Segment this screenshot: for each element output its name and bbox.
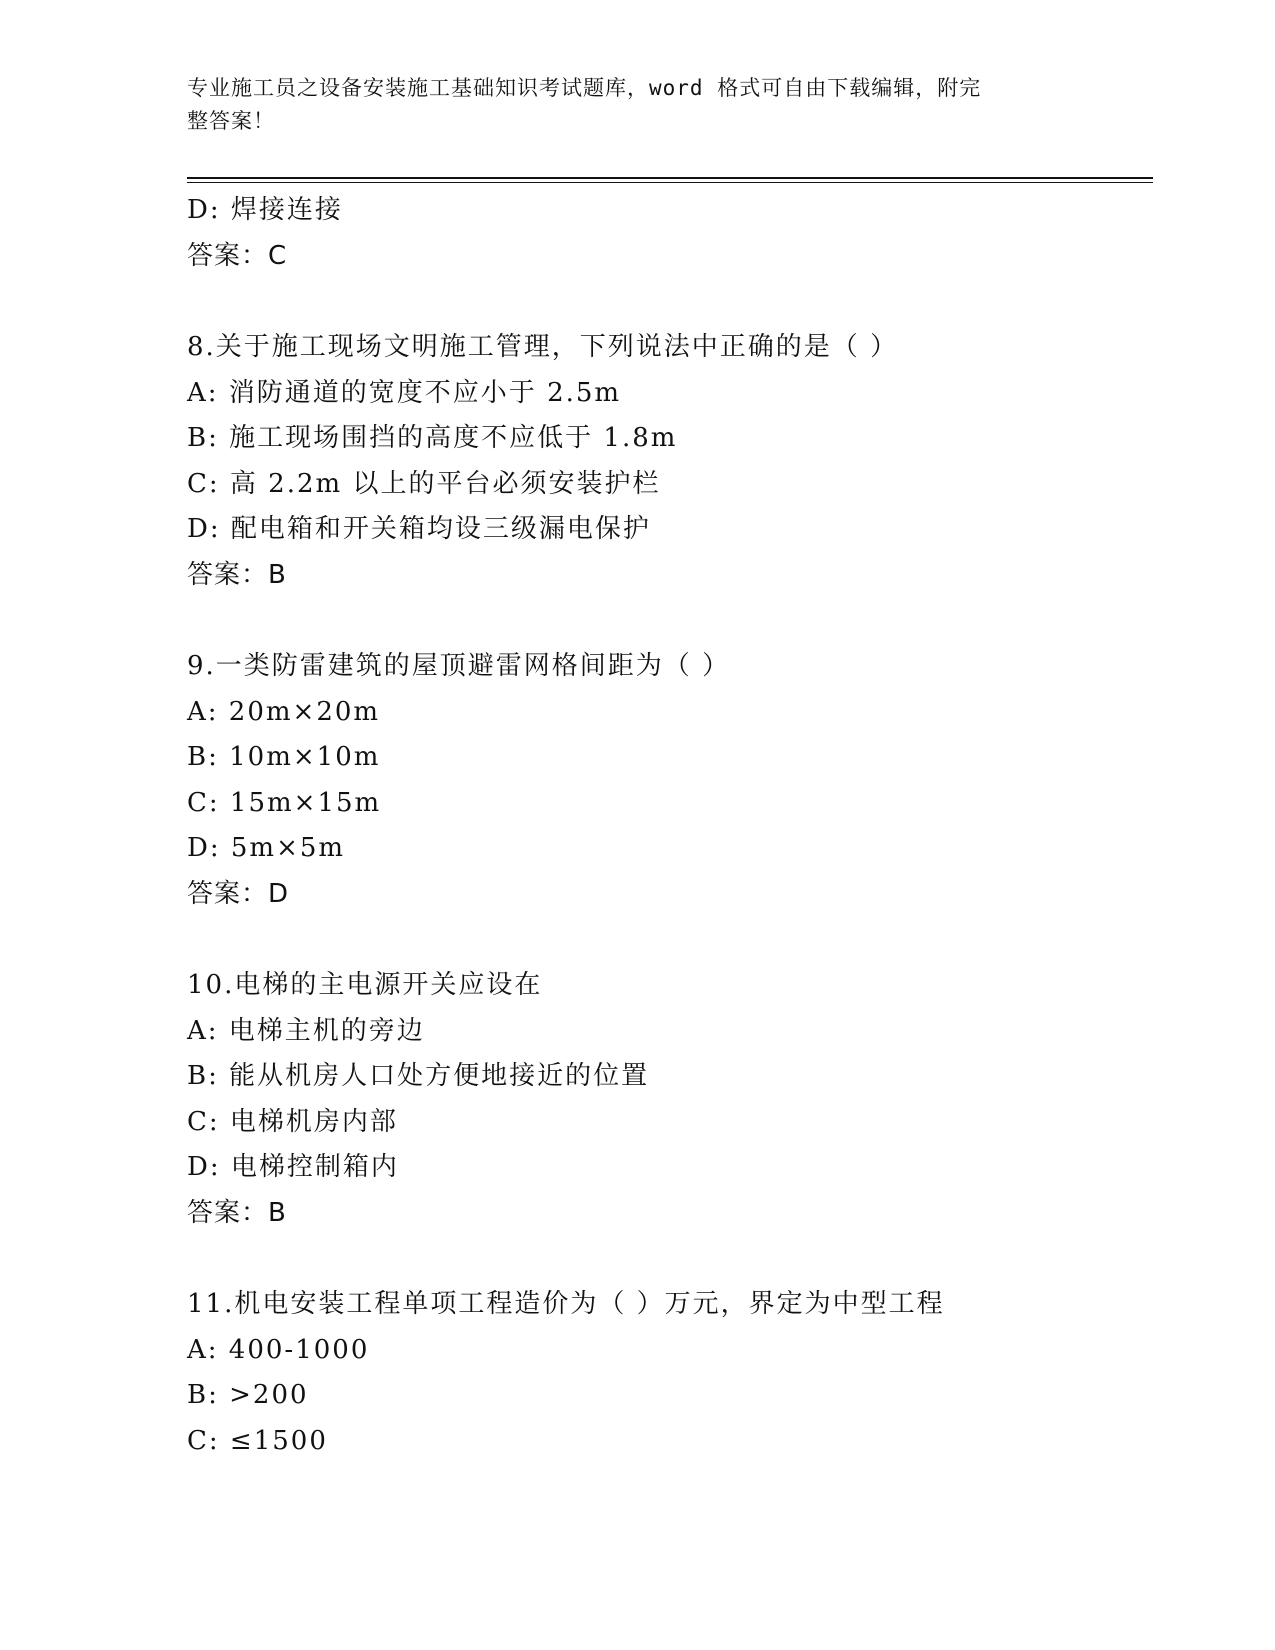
question-text: 11.机电安装工程单项工程造价为（ ）万元，界定为中型工程 — [187, 1289, 945, 1319]
question-9 — [187, 644, 1153, 917]
question-text: 10.电梯的主电源开关应设在 — [187, 970, 543, 1000]
question-text: 9.一类防雷建筑的屋顶避雷网格间距为（ ） — [187, 651, 731, 681]
option-c: C: ≤1500 — [187, 1425, 328, 1456]
header-line-2: 整答案！ — [187, 109, 275, 133]
option-b: B: 10m×10m — [187, 742, 381, 772]
option-d: D: 配电箱和开关箱均设三级漏电保护 — [187, 514, 651, 544]
question-7-tail — [187, 188, 1153, 279]
header-divider-thin — [187, 182, 1153, 183]
option-a: A: 电梯主机的旁边 — [187, 1015, 425, 1046]
option-a: A: 400-1000 — [187, 1334, 370, 1365]
question-10 — [187, 963, 1153, 1236]
option-c: C: 电梯机房内部 — [187, 1106, 398, 1137]
option-a: A: 消防通道的宽度不应小于 2.5m — [187, 377, 622, 408]
answer: 答案：D — [187, 878, 290, 909]
question-8 — [187, 325, 1153, 598]
option-d: D: 5m×5m — [187, 833, 346, 863]
answer: 答案：B — [187, 559, 287, 590]
option-a: A: 20m×20m — [187, 696, 381, 727]
question-11 — [187, 1282, 1153, 1464]
option-d: D: 焊接连接 — [187, 195, 343, 225]
question-text: 8.关于施工现场文明施工管理，下列说法中正确的是（ ） — [187, 332, 899, 362]
question-list — [187, 188, 1153, 1464]
document-header — [187, 72, 1087, 138]
option-c: C: 15m×15m — [187, 787, 382, 818]
option-b: B: >200 — [187, 1380, 309, 1410]
option-c: C: 高 2.2m 以上的平台必须安装护栏 — [187, 468, 661, 499]
answer: 答案：B — [187, 1197, 287, 1228]
option-d: D: 电梯控制箱内 — [187, 1152, 399, 1182]
option-b: B: 施工现场围挡的高度不应低于 1.8m — [187, 423, 678, 453]
header-divider-thick — [187, 177, 1153, 179]
answer: 答案：C — [187, 240, 288, 271]
option-b: B: 能从机房人口处方便地接近的位置 — [187, 1061, 650, 1091]
header-line-1: 专业施工员之设备安装施工基础知识考试题库，word 格式可自由下载编辑，附完 — [187, 76, 982, 100]
